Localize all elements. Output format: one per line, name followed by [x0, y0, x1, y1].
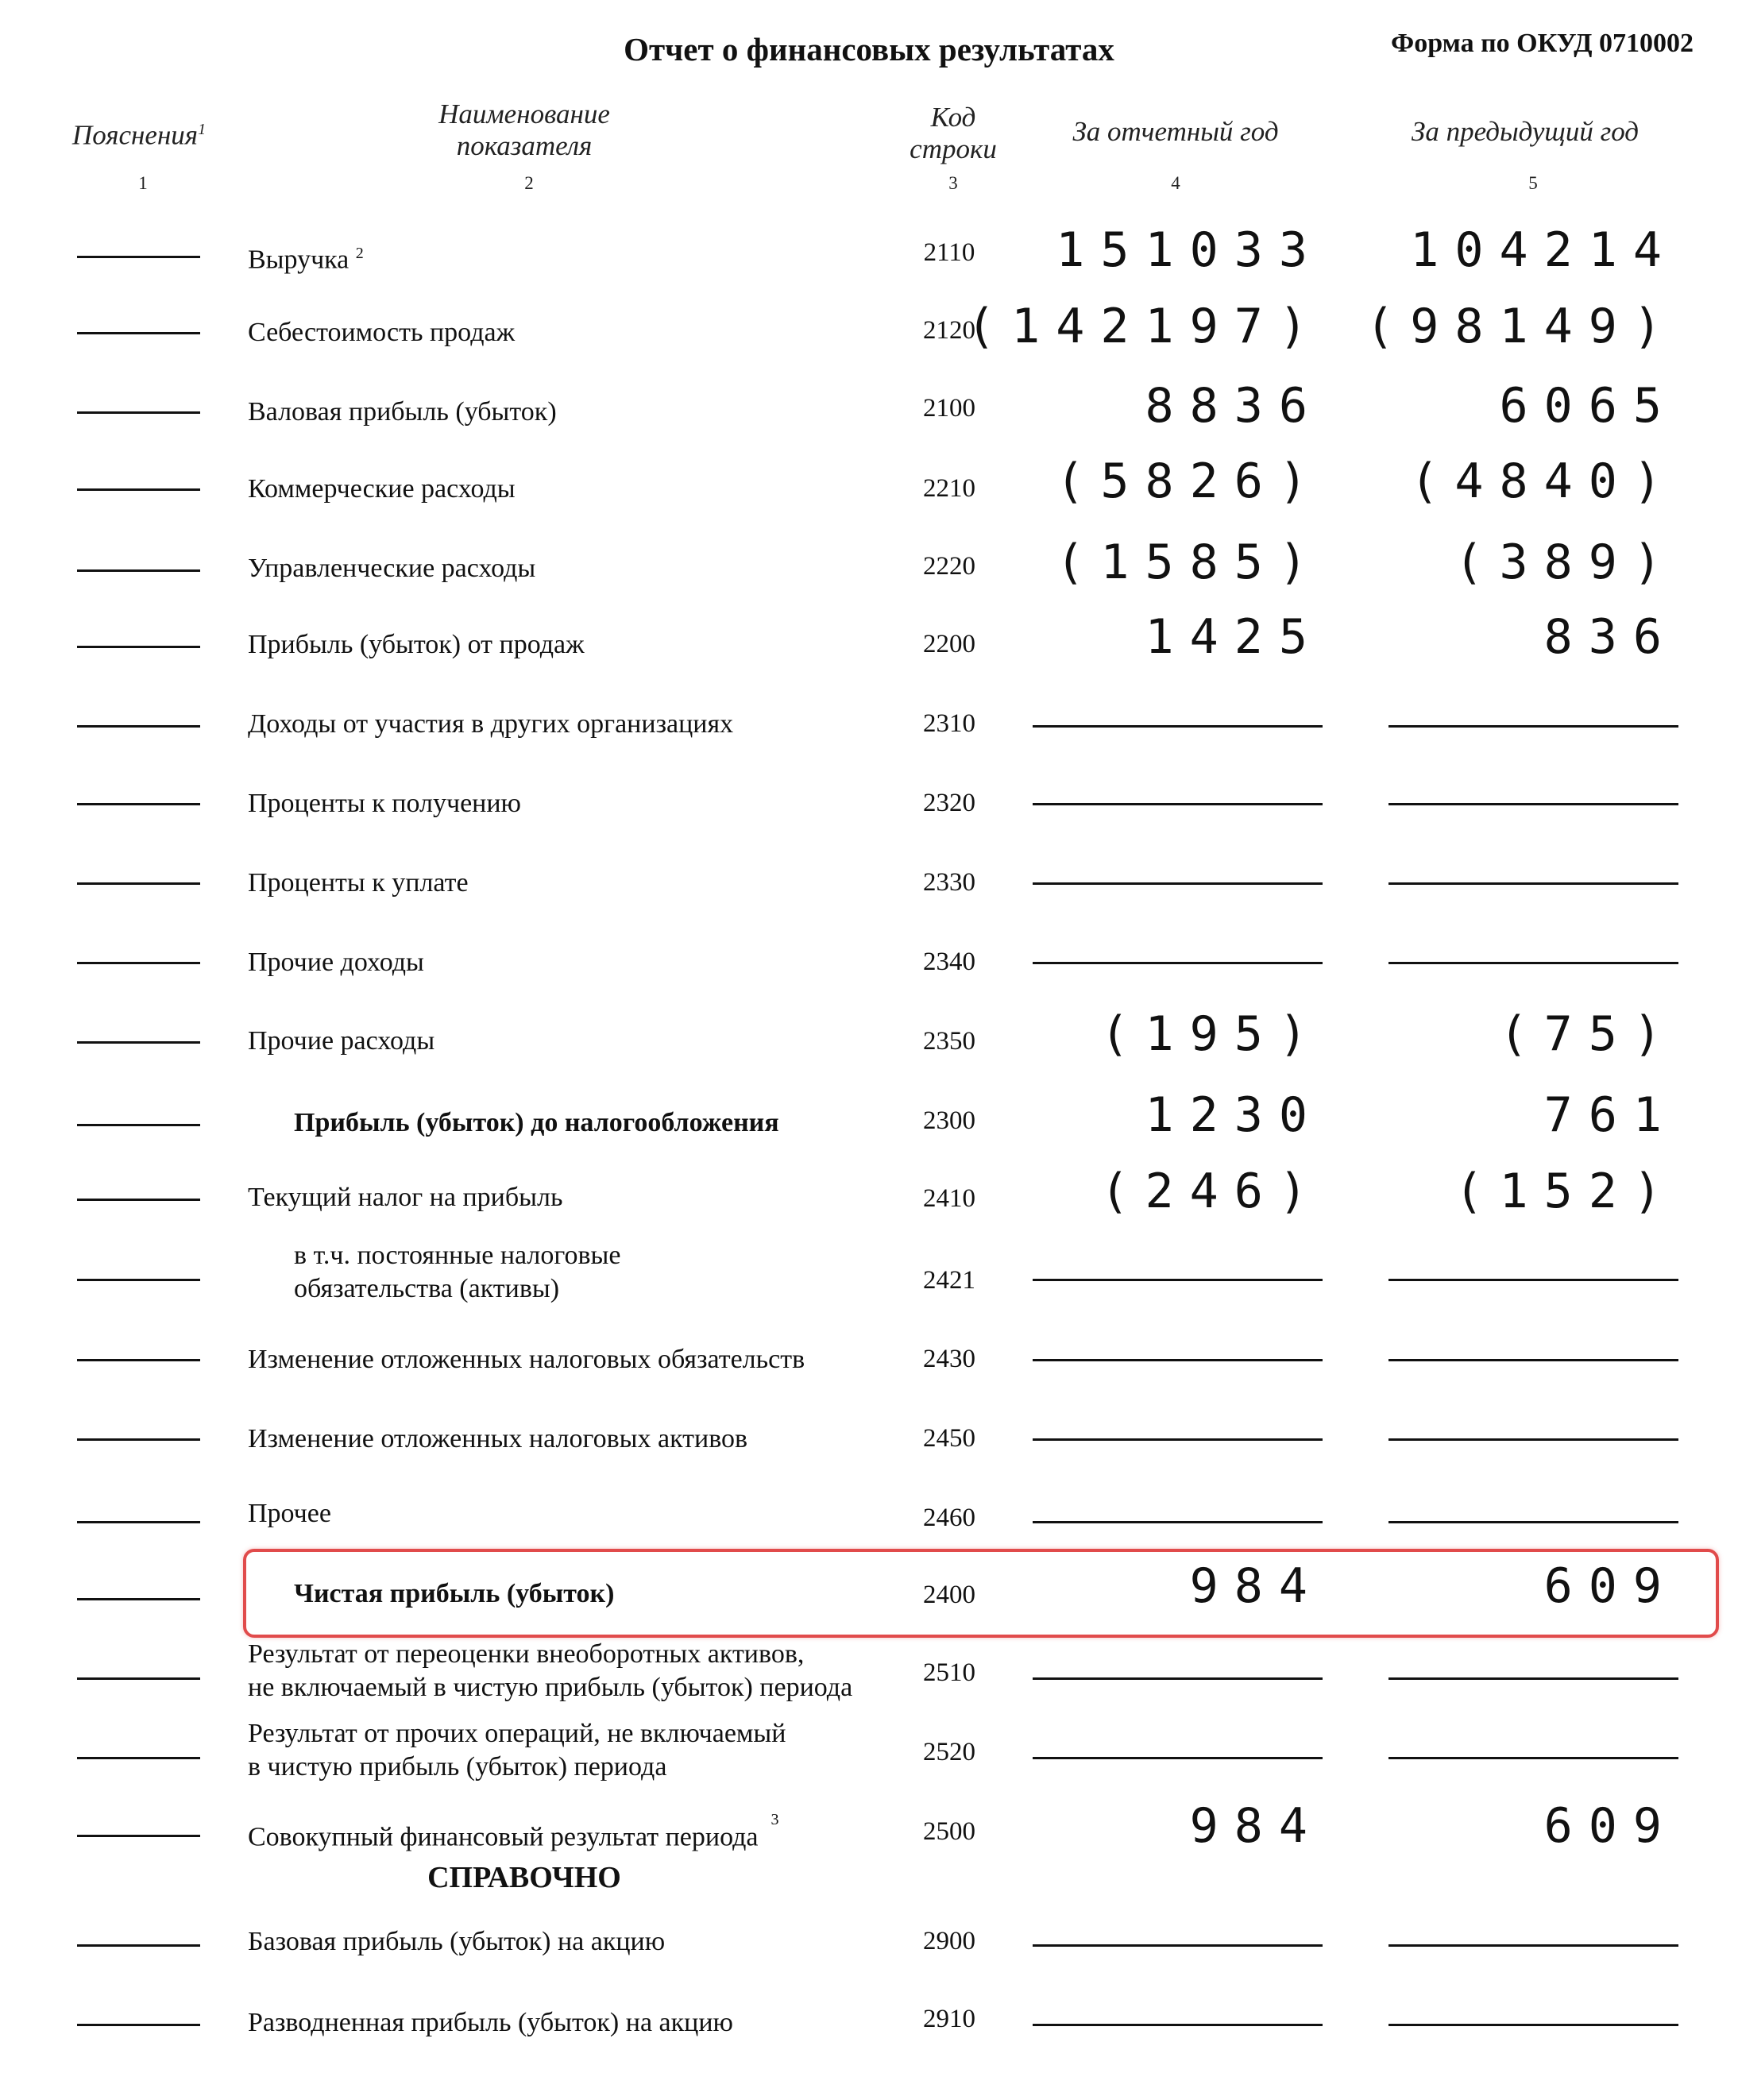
empty-value-current-year [1033, 962, 1323, 964]
value-current-year: 1230 [1145, 1087, 1323, 1143]
row-name [248, 1638, 852, 1704]
row-name-line1: Результат от переоценки внеоборотных активов, [248, 1639, 805, 1669]
notes-dash [77, 488, 200, 491]
value-previous-year: (4840) [1410, 454, 1678, 509]
empty-value-previous-year [1388, 962, 1678, 964]
empty-value-current-year [1033, 803, 1323, 805]
table-row [0, 1638, 1738, 1717]
notes-dash [77, 2024, 200, 2026]
table-row [0, 1239, 1738, 1318]
table-row [0, 294, 1738, 373]
col-header-notes-label: Пояснения [71, 119, 199, 151]
row-code: 2310 [923, 709, 975, 738]
row-name-text: Выручка [248, 245, 350, 275]
row-code: 2300 [923, 1106, 975, 1135]
row-name: Изменение отложенных налоговых обязательств [248, 1345, 805, 1374]
row-code: 2220 [923, 552, 975, 581]
empty-value-previous-year [1388, 2024, 1678, 2026]
notes-dash [77, 1124, 200, 1126]
empty-value-previous-year [1388, 803, 1678, 805]
footnote-mark: 2 [355, 245, 364, 262]
col-header-code-line1: Код [930, 102, 976, 133]
empty-value-previous-year [1388, 1438, 1678, 1441]
empty-value-previous-year [1388, 1521, 1678, 1523]
value-current-year: (195) [1100, 1006, 1323, 1062]
empty-value-current-year [1033, 1359, 1323, 1361]
notes-dash [77, 411, 200, 414]
row-name: Разводненная прибыль (убыток) на акцию [248, 2008, 733, 2037]
table-row [0, 1005, 1738, 1084]
value-previous-year: 836 [1543, 609, 1678, 665]
value-current-year: 984 [1189, 1798, 1323, 1854]
table-row [0, 687, 1738, 766]
value-current-year: (1585) [1056, 535, 1323, 590]
empty-value-current-year [1033, 1279, 1323, 1281]
row-code: 2510 [923, 1658, 975, 1687]
row-name: Прибыль (убыток) до налогообложения [294, 1108, 779, 1137]
row-name [248, 237, 364, 276]
table-row [0, 1164, 1738, 1243]
value-previous-year: 104214 [1410, 222, 1678, 278]
notes-dash [77, 1677, 200, 1680]
row-code: 2520 [923, 1738, 975, 1766]
row-name-line2: не включаемый в чистую прибыль (убыток) периода [248, 1673, 853, 1702]
row-name: Доходы от участия в других организациях [248, 709, 734, 739]
notes-dash [77, 1757, 200, 1759]
table-row [0, 1084, 1738, 1164]
notes-dash [77, 1835, 200, 1837]
row-code: 2430 [923, 1345, 975, 1373]
value-current-year: (246) [1100, 1164, 1323, 1219]
row-name: Валовая прибыль (убыток) [248, 397, 557, 427]
empty-value-current-year [1033, 725, 1323, 728]
col-header-name [365, 98, 683, 162]
row-code: 2110 [923, 238, 975, 267]
row-code: 2340 [923, 948, 975, 976]
row-name-line2: в чистую прибыль (убыток) периода [248, 1752, 667, 1782]
table-row [0, 1717, 1738, 1797]
value-current-year: 8836 [1145, 378, 1323, 434]
row-name: Себестоимость продаж [248, 318, 516, 347]
col-header-code [890, 102, 1017, 165]
empty-value-previous-year [1388, 1677, 1678, 1680]
row-name: Чистая прибыль (убыток) [294, 1579, 615, 1608]
empty-value-previous-year [1388, 882, 1678, 885]
row-name-line1: в т.ч. постоянные налоговые [294, 1241, 621, 1270]
table-row [0, 608, 1738, 687]
footnote-mark: 3 [771, 1811, 779, 1828]
row-name [248, 1717, 786, 1784]
col-number-1: 1 [138, 173, 148, 193]
table-row [0, 1557, 1738, 1636]
row-name [294, 1239, 620, 1306]
row-code: 2200 [923, 630, 975, 658]
table-row [0, 1402, 1738, 1481]
row-name: Базовая прибыль (убыток) на акцию [248, 1927, 666, 1956]
empty-value-previous-year [1388, 1359, 1678, 1361]
notes-dash [77, 569, 200, 572]
value-previous-year: (152) [1454, 1164, 1678, 1219]
notes-dash [77, 1438, 200, 1441]
notes-dash [77, 1041, 200, 1044]
table-row [0, 449, 1738, 528]
row-name: Прочие расходы [248, 1026, 435, 1056]
col-header-current-year: За отчетный год [1072, 116, 1279, 147]
row-code: 2120 [923, 316, 975, 345]
empty-value-current-year [1033, 1521, 1323, 1523]
empty-value-previous-year [1388, 1279, 1678, 1281]
notes-dash [77, 962, 200, 964]
row-code: 2400 [923, 1581, 975, 1609]
col-number-4: 4 [1171, 173, 1180, 193]
table-row [0, 1906, 1738, 1986]
notes-dash [77, 1598, 200, 1600]
table-row [0, 766, 1738, 846]
notes-footnote-mark: 1 [198, 121, 207, 138]
col-number-2: 2 [524, 173, 534, 193]
empty-value-current-year [1033, 1677, 1323, 1680]
row-name-line2: обязательства (активы) [294, 1274, 560, 1303]
notes-dash [77, 1279, 200, 1281]
col-header-code-line2: строки [910, 133, 997, 164]
empty-value-current-year [1033, 1757, 1323, 1759]
row-name: Проценты к получению [248, 789, 521, 818]
value-previous-year: 609 [1543, 1798, 1678, 1854]
notes-dash [77, 1944, 200, 1947]
row-name: Проценты к уплате [248, 868, 469, 898]
empty-value-current-year [1033, 1438, 1323, 1441]
section-heading-reference: СПРАВОЧНО [427, 1861, 621, 1894]
table-row [0, 528, 1738, 608]
col-number-5: 5 [1528, 173, 1538, 193]
value-previous-year: (389) [1454, 535, 1678, 590]
notes-dash [77, 256, 200, 258]
row-name: Прочие доходы [248, 948, 424, 977]
table-row [0, 1322, 1738, 1402]
notes-dash [77, 803, 200, 805]
empty-value-previous-year [1388, 1757, 1678, 1759]
row-code: 2910 [923, 2005, 975, 2033]
row-code: 2320 [923, 789, 975, 817]
row-code: 2210 [923, 474, 975, 503]
value-current-year: (5826) [1056, 454, 1323, 509]
row-name-text: Совокупный финансовый результат периода [248, 1822, 759, 1852]
table-row [0, 214, 1738, 294]
row-code: 2500 [923, 1817, 975, 1846]
row-name: Изменение отложенных налоговых активов [248, 1424, 748, 1453]
table-row [0, 846, 1738, 925]
row-name: Прочее [248, 1499, 331, 1528]
row-code: 2450 [923, 1424, 975, 1453]
notes-dash [77, 725, 200, 728]
col-number-3: 3 [948, 173, 958, 193]
value-previous-year: 609 [1543, 1558, 1678, 1614]
empty-value-current-year [1033, 882, 1323, 885]
col-header-name-line1: Наименование [438, 98, 610, 129]
row-name-line1: Результат от прочих операций, не включаемый [248, 1719, 786, 1748]
row-name: Управленческие расходы [248, 554, 536, 583]
okud-form-code: Форма по ОКУД 0710002 [1391, 29, 1694, 58]
col-header-notes [48, 114, 230, 152]
col-header-name-line2: показателя [456, 130, 593, 161]
empty-value-current-year [1033, 1944, 1323, 1947]
value-previous-year: 761 [1543, 1087, 1678, 1143]
row-code: 2900 [923, 1927, 975, 1955]
col-header-previous-year: За предыдущий год [1412, 116, 1639, 147]
row-name: Прибыль (убыток) от продаж [248, 630, 585, 659]
value-current-year: 151033 [1056, 222, 1323, 278]
report-title: Отчет о финансовых результатах [624, 31, 1114, 68]
notes-dash [77, 1359, 200, 1361]
table-row [0, 1986, 1738, 2065]
notes-dash [77, 1521, 200, 1523]
row-name [248, 1811, 779, 1854]
row-name: Текущий налог на прибыль [248, 1183, 563, 1212]
notes-dash [77, 646, 200, 648]
value-current-year: 984 [1189, 1558, 1323, 1614]
value-current-year: 1425 [1145, 609, 1323, 665]
empty-value-previous-year [1388, 1944, 1678, 1947]
row-code: 2410 [923, 1184, 975, 1213]
row-code: 2100 [923, 394, 975, 423]
row-code: 2460 [923, 1504, 975, 1532]
notes-dash [77, 332, 200, 334]
value-previous-year: (98149) [1365, 299, 1678, 354]
table-row [0, 373, 1738, 453]
empty-value-current-year [1033, 2024, 1323, 2026]
notes-dash [77, 882, 200, 885]
row-code: 2421 [923, 1266, 975, 1295]
value-previous-year: 6065 [1499, 378, 1678, 434]
value-previous-year: (75) [1499, 1006, 1678, 1062]
table-row [0, 925, 1738, 1005]
row-code: 2330 [923, 868, 975, 897]
empty-value-previous-year [1388, 725, 1678, 728]
notes-dash [77, 1199, 200, 1201]
row-name: Коммерческие расходы [248, 474, 516, 504]
value-current-year: (142197) [967, 299, 1323, 354]
row-code: 2350 [923, 1027, 975, 1056]
